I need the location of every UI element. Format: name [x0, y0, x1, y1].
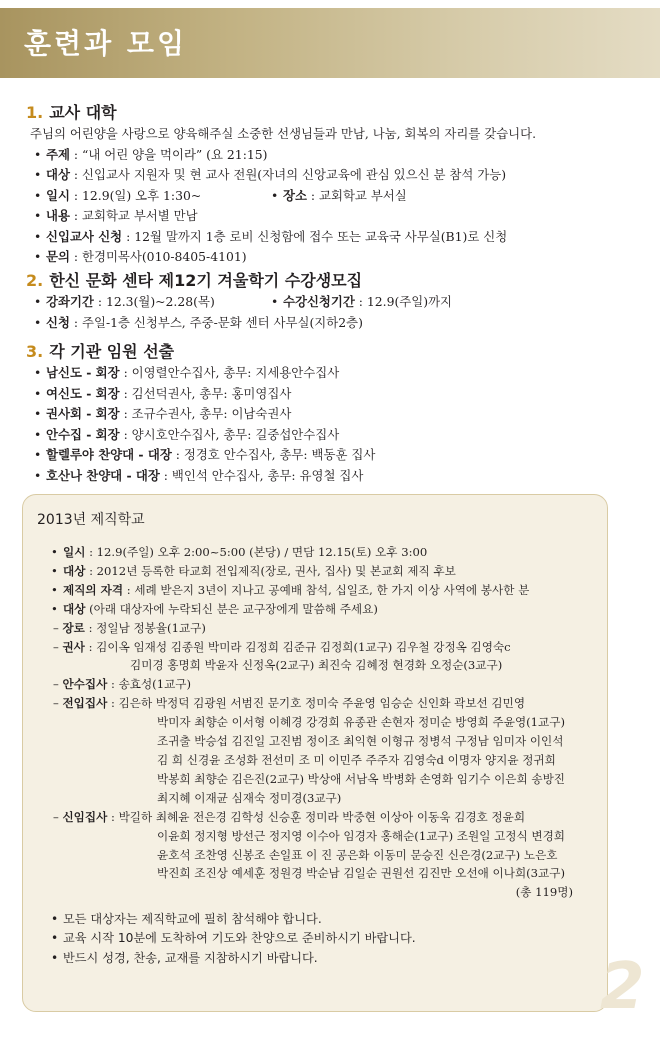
list-item: • 내용 : 교회학교 부서별 만남: [34, 208, 198, 223]
group-elders: – 장로 : 정일남 정봉율(1교구): [53, 620, 206, 635]
group-deaconesses: – 권사 : 김이옥 임재성 김종원 박미라 김정희 김준규 김정희(1교구) 김우철 강정옥 김영숙c: [53, 639, 511, 654]
notes: [49, 910, 601, 968]
list-item: • 신입교사 신청 : 12월 말까지 1층 로비 신청함에 접수 또는 교육국 사무실(B1)로 신청: [34, 228, 508, 244]
list-item: • 대상 : 신입교사 지원자 및 현 교사 전원(자녀의 신앙교육에 관심 있으신 분 참석 가능): [34, 167, 507, 182]
section-teacher-college: [26, 102, 646, 268]
group-line: 박미자 최향순 이서형 이혜경 강경희 유종관 손현자 정미순 방영희 주윤영(1교구): [157, 715, 565, 730]
officer-school-box: [22, 494, 608, 1012]
list-item: • 대상 : 2012년 등록한 타교회 전입제직(장로, 권사, 집사) 및 본교회 제직 후보: [51, 563, 456, 578]
group-line: 김 희 신경윤 조성화 전선미 조 미 이민주 주주자 김영숙d 이명자 양지윤 정귀희: [157, 752, 556, 767]
section-heading: [26, 102, 646, 124]
group-line: 박봉희 최향순 김은진(2교구) 박상애 서남옥 박병화 손영화 임기수 이은희 송방진: [157, 771, 565, 786]
list-item: • 제직의 자격 : 세례 받은지 3년이 지나고 공예배 참석, 십일조, 한 가지 이상 사역에 봉사한 분: [51, 582, 530, 597]
section-number: 3.: [26, 342, 44, 361]
section-title: 각 기관 임원 선출: [49, 342, 175, 361]
group-line: 이윤희 정지형 방선근 정지영 이수아 임경자 홍해순(1교구) 조원일 고정식 변경희: [157, 828, 565, 843]
group-line: 윤호석 조찬영 신봉조 손일표 이 진 공은화 이동미 문승진 신은경(2교구) 노은호: [157, 847, 558, 862]
section-heading: [26, 341, 646, 363]
section-officer-election: [26, 341, 646, 486]
list-item: • 호산나 찬양대 - 대장 : 백인석 안수집사, 총무: 유영철 집사: [34, 467, 364, 483]
box-body: [49, 543, 601, 968]
note-item: • 교육 시작 10분에 도착하여 기도와 찬양으로 준비하시기 바랍니다.: [51, 931, 416, 946]
section-intro: 주님의 어린양을 사랑으로 양육해주실 소중한 선생님들과 만남, 나눔, 회복의 자리를 갖습니다.: [30, 126, 537, 141]
list-item: • 강좌기간 : 12.3(월)~2.28(목) • 수강신청기간 : 12.9(주일)까지: [34, 294, 453, 309]
section-number: 2.: [26, 271, 44, 290]
list-item: • 남신도 - 회장 : 이영렬안수집사, 총무: 지세용안수집사: [34, 365, 340, 380]
list-item: • 권사회 - 회장 : 조규수권사, 총무: 이남숙권사: [34, 406, 292, 421]
section-culture-center: [26, 270, 646, 333]
group-new-deacons: – 신임집사 : 박길하 최혜윤 전은경 김학성 신승훈 정미라 박중현 이상아 이동욱 김경호 정윤희: [53, 809, 526, 824]
list-item: • 신청 : 주일-1층 신청부스, 주중-문화 센터 사무실(지하2층): [34, 314, 363, 330]
list-item: • 대상 (아래 대상자에 누락되신 분은 교구장에게 말씀해 주세요): [51, 601, 378, 616]
section-title: 한신 문화 센타 제12기 겨울학기 수강생모집: [49, 271, 363, 290]
section-number: 1.: [26, 103, 44, 122]
list-item: • 할렐루야 찬양대 - 대장 : 정경호 안수집사, 총무: 백동훈 집사: [34, 447, 376, 462]
list-item: • 주제 : “내 어린 양을 먹이라” (요 21:15): [34, 146, 268, 162]
header-band: [0, 8, 660, 78]
list-item: • 일시 : 12.9(주일) 오후 2:00~5:00 (본당) / 면담 12.15(토) 오후 3:00: [51, 545, 428, 559]
page-number: 2: [600, 950, 645, 1024]
group-line: 최지혜 이재균 심재숙 정미경(3교구): [157, 790, 342, 805]
list-item: • 일시 : 12.9(일) 오후 1:30~ • 장소 : 교회학교 부서실: [34, 187, 407, 203]
note-item: • 모든 대상자는 제직학교에 필히 참석해야 합니다.: [51, 912, 322, 927]
list-item: • 안수집 - 회장 : 양시호안수집사, 총무: 길중섭안수집사: [34, 426, 340, 442]
group-line: 박진희 조진상 예세훈 정원경 박순남 김일순 권원선 김진만 오선애 이나희(3교구): [157, 866, 565, 881]
page-title: 훈련과 모임: [24, 27, 187, 60]
box-title: 2013년 제직학교: [37, 512, 145, 528]
group-line: 김미경 홍명희 박윤자 신정옥(2교구) 최진숙 김혜정 현경화 오정순(3교구): [130, 658, 503, 673]
section-title: 교사 대학: [49, 103, 117, 122]
group-transfer-deacons: – 전입집사 : 김은하 박정덕 김광원 서범진 문기호 정미숙 주윤영 임승순 신인화 곽보선 김민영: [53, 696, 526, 711]
group-ordained-deacons: – 안수집사 : 송효성(1교구): [53, 677, 191, 692]
total-count: (총 119명): [515, 885, 573, 900]
section-heading: [26, 270, 646, 292]
list-item: • 여신도 - 회장 : 김선덕권사, 총무: 홍미영집사: [34, 385, 292, 401]
group-line: 조귀출 박승섭 김진일 고진범 정이조 최익현 이형규 정병석 구정남 임미자 이인석: [157, 734, 564, 749]
list-item: • 문의 : 한경미목사(010-8405-4101): [34, 249, 247, 264]
note-item: • 반드시 성경, 찬송, 교재를 지참하시기 바랍니다.: [51, 950, 318, 965]
